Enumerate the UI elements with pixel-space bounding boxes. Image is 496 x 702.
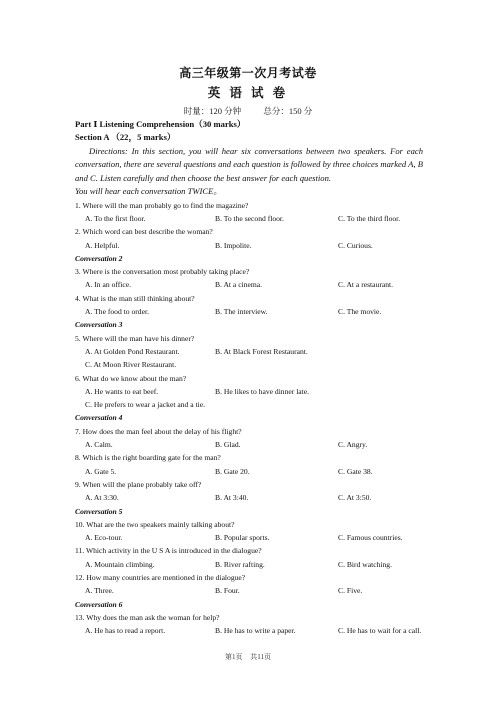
question-list [75,199,423,638]
answer-option-a: A. The food to order. [85,307,149,317]
question-text: 6. What do we know about the man? [75,373,187,383]
answer-option-b: B. River rafting. [215,559,265,569]
question-text: 3. Where is the conversation most probably taking place? [75,267,250,277]
answer-options [75,385,423,398]
answer-option-c: C. He has to wait for a call. [338,626,422,636]
answer-option-a: A. He has to read a report. [85,626,166,636]
answer-option-a: A. Gate 5. [85,466,117,476]
answer-option-c: C. Angry. [338,440,368,450]
directions: Directions: In this section, you will hear six conversations between two speakers. For each conversation, there are several questions and each question is followed by three choices marked A, B and C. Listen carefully and then choose the best answer for each question. [75,145,423,183]
answer-option-c: C. Five. [338,586,363,596]
question-text: 7. How does the man feel about the delay of his flight? [75,426,242,436]
answer-option-b: B. Glad. [215,440,241,450]
answer-option-c: C. Gate 38. [338,466,373,476]
conversation-label: Conversation 5 [75,506,123,516]
answer-option-b: B. Gate 20. [215,466,250,476]
answer-options [75,584,423,597]
answer-options [75,531,423,544]
subject-title: 英 语 试 卷 [207,86,289,100]
page-number: 第1页 [225,653,243,661]
answer-options [75,239,423,252]
question-text: 11. Which activity in the U S A is introduced in the dialogue? [75,546,262,556]
answer-option-c: C. At 3:50. [338,493,372,503]
question-text: 9. When will the plane probably take off? [75,479,202,489]
answer-option-a: A. Calm. [85,440,113,450]
answer-option-a: A. Mountain climbing. [85,559,155,569]
answer-option-b: B. The interview. [215,307,268,317]
answer-options [75,558,423,571]
time-limit: 时量：120 分钟 [183,106,242,116]
answer-option-a: A. Helpful. [85,240,120,250]
answer-option-c: C. At a restaurant. [338,280,394,290]
question-text: 8. Which is the right boarding gate for the man? [75,453,221,463]
question-text: 5. Where will the man have his dinner? [75,333,195,343]
answer-option-a: A. He wants to eat beef. [85,386,159,396]
answer-options [75,345,423,358]
exam-title: 高三年级第一次月考试卷 [179,66,317,80]
answer-option-c: C. Bird watching. [338,559,392,569]
answer-option-c: C. To the third floor. [338,213,401,223]
answer-option-a: A. At Golden Pond Restaurant. [85,346,180,356]
section-heading: Section A （22，5 marks） [75,132,176,143]
answer-options [75,491,423,504]
question-text: 12. How many countries are mentioned in the dialogue? [75,572,246,582]
answer-option-a: A. Three. [85,586,114,596]
page-footer [0,652,496,662]
answer-option-b: B. Impolite. [215,240,252,250]
option-line: C. He prefers to wear a jacket and a tie. [85,400,205,410]
answer-option-c: C. Curious. [338,240,373,250]
answer-option-a: A. In an office. [85,280,132,290]
answer-option-b: B. At Black Forest Restaurant. [215,346,308,356]
answer-option-b: B. At 3:40. [215,493,249,503]
answer-options [75,438,423,451]
exam-body [75,118,423,637]
answer-option-a: A. Eco-tour. [85,533,123,543]
option-line: C. At Moon River Restaurant. [85,360,177,370]
answer-options [75,212,423,225]
conversation-label: Conversation 6 [75,599,123,609]
answer-options [75,465,423,478]
instructions-twice: You will hear each conversation TWICE。 [75,186,222,197]
answer-option-b: B. Popular sports. [215,533,270,543]
question-text: 4. What is the man still thinking about? [75,293,195,303]
answer-option-c: C. Famous countries. [338,533,403,543]
question-text: 1. Where will the man probably go to find the magazine? [75,200,249,210]
answer-option-b: B. He likes to have dinner late. [215,386,310,396]
conversation-label: Conversation 4 [75,413,123,423]
answer-option-b: B. Four. [215,586,240,596]
answer-option-a: A. At 3:30. [85,493,119,503]
answer-option-b: B. To the second floor. [215,213,284,223]
answer-option-b: B. He has to write a paper. [215,626,296,636]
part-heading: Part Ⅰ Listening Comprehension（30 marks） [75,119,246,129]
conversation-label: Conversation 3 [75,320,123,330]
conversation-label: Conversation 2 [75,253,123,263]
total-score: 总分：150 分 [263,106,313,116]
page-total: 共11页 [250,653,271,661]
question-text: 13. Why does the man ask the woman for help? [75,612,220,622]
answer-options [75,624,423,637]
answer-options [75,305,423,318]
answer-option-b: B. At a cinema. [215,280,263,290]
answer-options [75,278,423,291]
answer-option-a: A. To the first floor. [85,213,146,223]
answer-option-c: C. The movie. [338,307,382,317]
question-text: 10. What are the two speakers mainly talking about? [75,519,235,529]
question-text: 2. Which word can best describe the woman? [75,227,213,237]
exam-meta [0,105,496,117]
